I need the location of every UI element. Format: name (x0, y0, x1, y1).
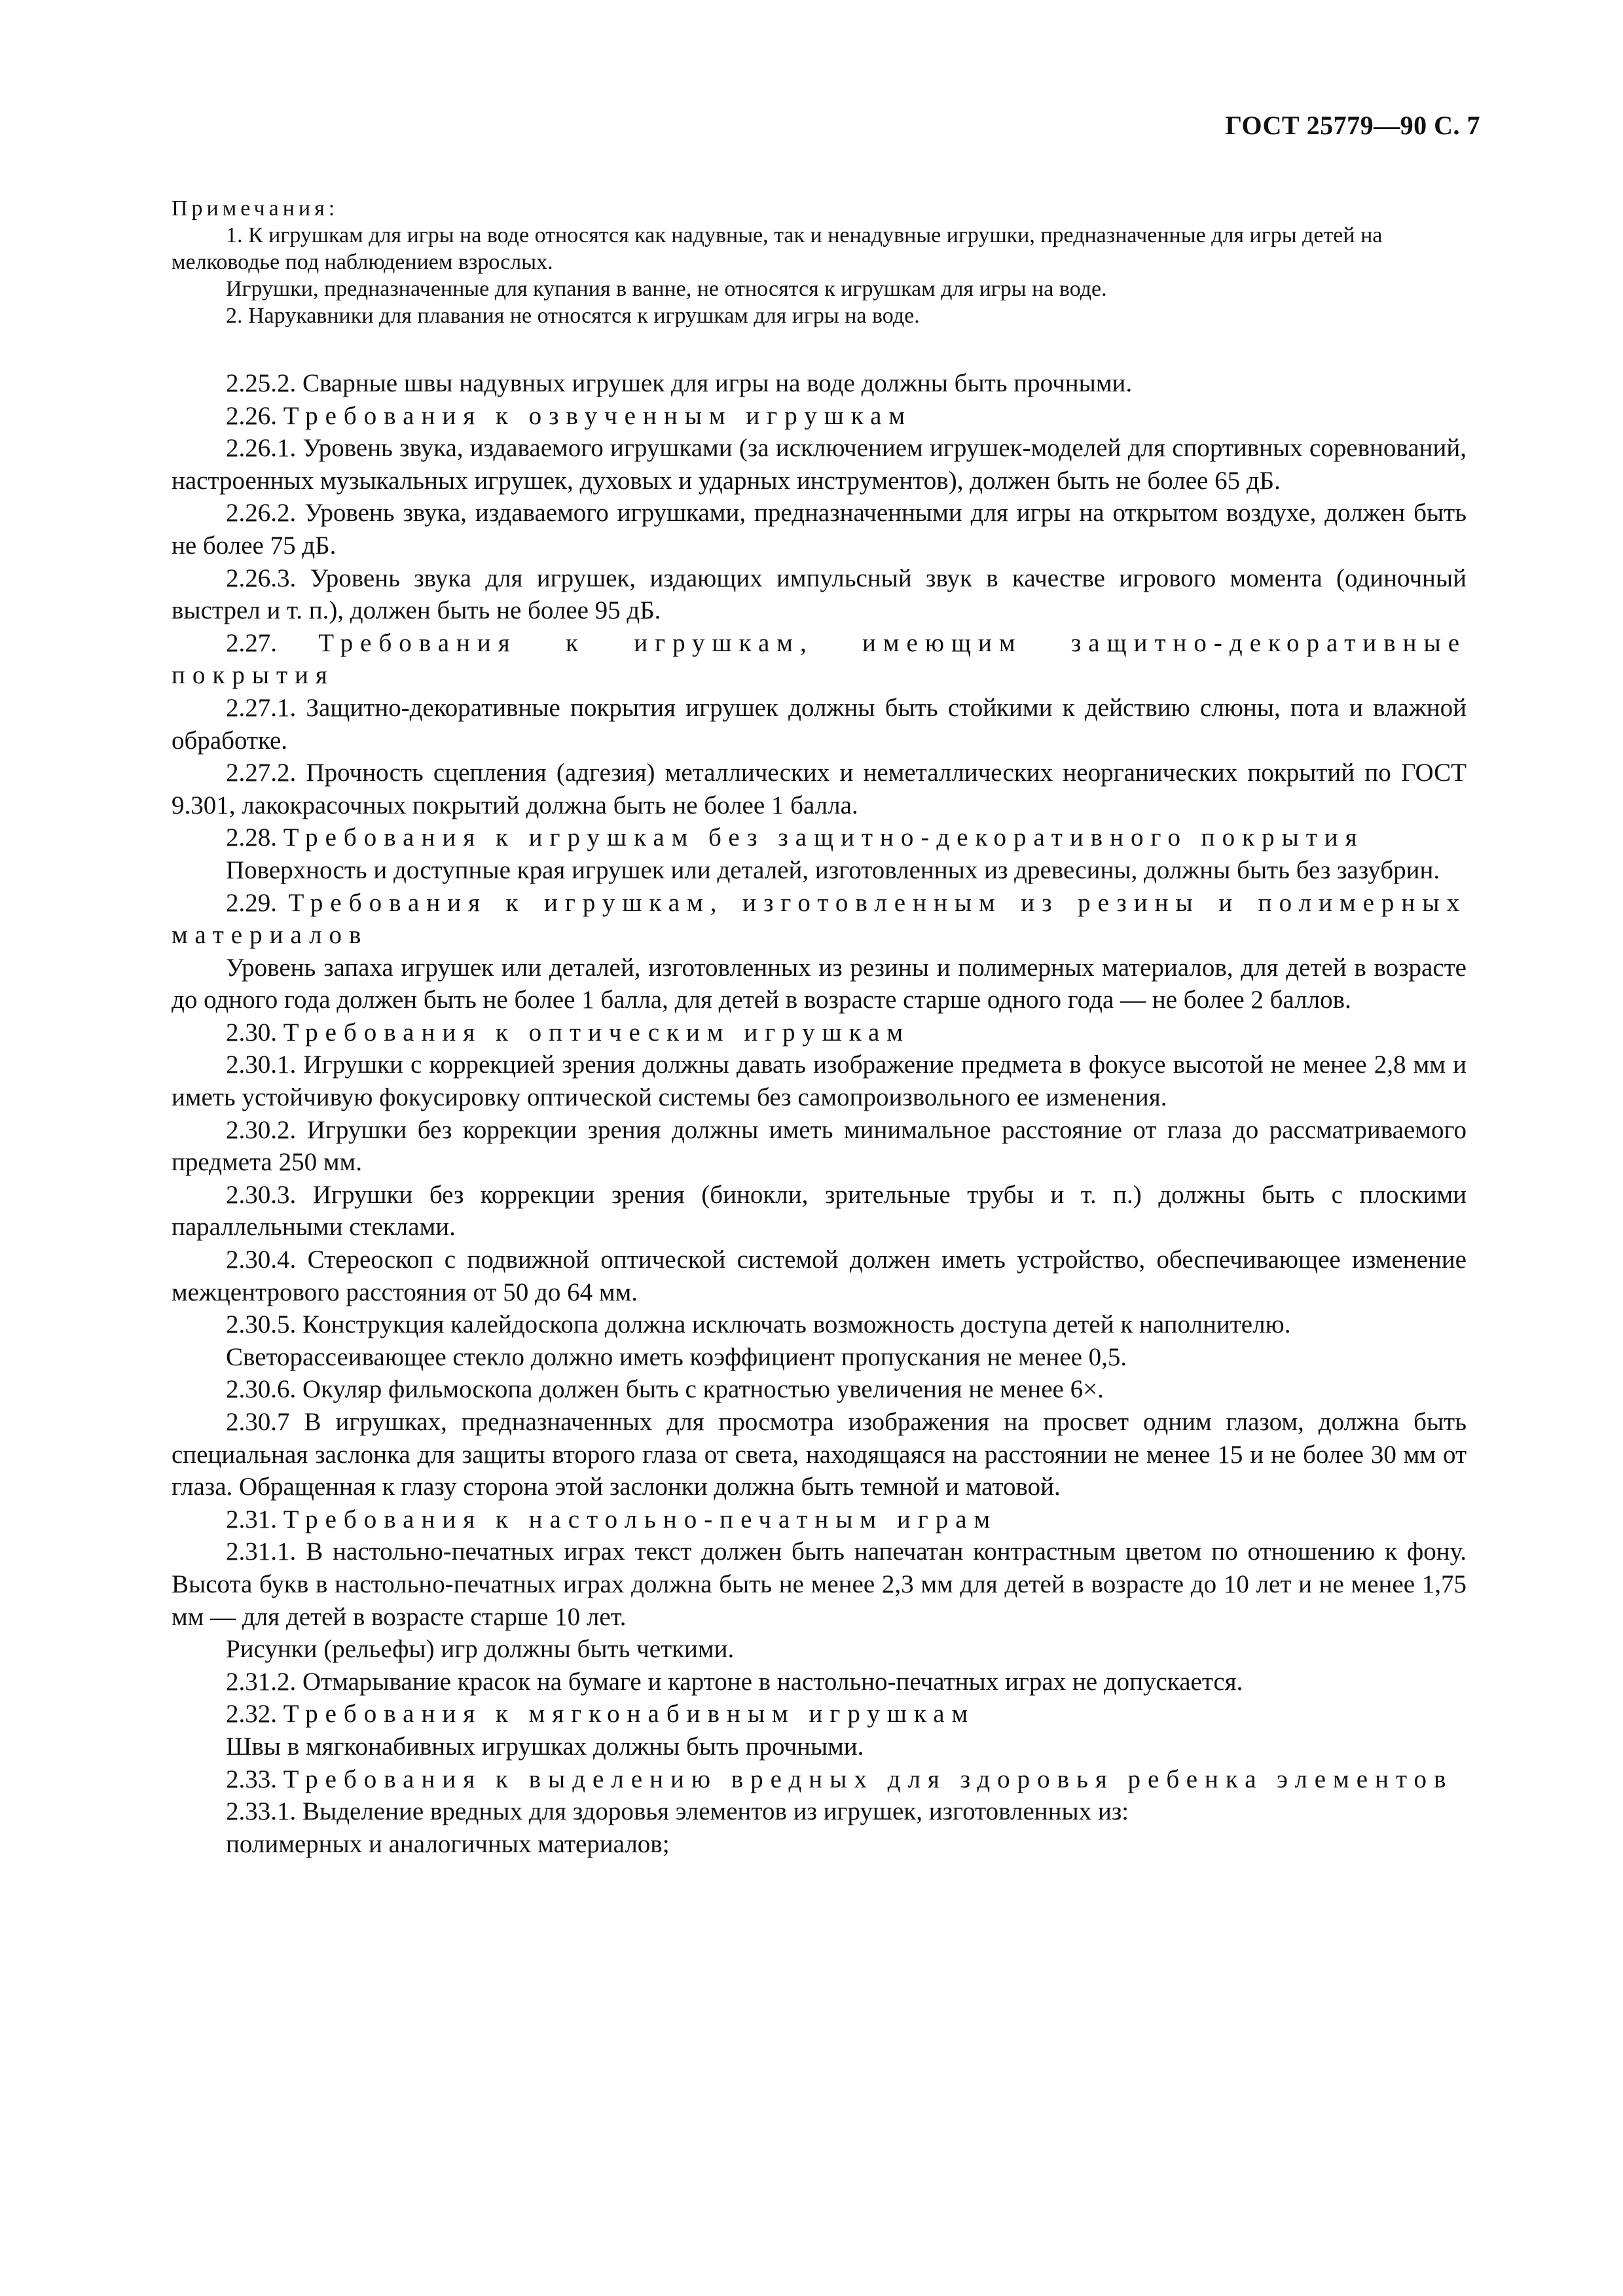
paragraph: 2.31.2. Отмарывание красок на бумаге и картоне в настольно-печатных играх не допускается. (226, 1667, 1243, 1696)
section-title: Требования к мягконабивным игрушкам (283, 1700, 976, 1729)
section-title: Требования к выделению вредных для здоровья ребенка элементов (283, 1765, 1453, 1793)
paragraph: 2.30.1. Игрушки с коррекцией зрения должны давать изображение предмета в фокусе высотой не менее 2,8 мм и иметь устойчивую фокусировку оптической системы без самопроизвольного ее изменения. (172, 1050, 1467, 1112)
paragraph: Уровень запаха игрушек или деталей, изготовленных из резины и полимерных материалов, для детей в возрасте до одного года должен быть не более 1 балла, для детей в возрасте старше одного года — не более 2 баллов. (172, 953, 1467, 1014)
paragraph: 2.30.7 В игрушках, предназначенных для просмотра изображения на просвет одним глазом, должна быть специальная заслонка для защиты второго глаза от света, находящаяся на расстоянии не менее 15 и не более 30 мм от глаза. Обращенная к глазу сторона этой заслонки должна быть темной и матовой. (172, 1408, 1467, 1501)
paragraph: 2.30.4. Стереоскоп с подвижной оптической системой должен иметь устройство, обеспечивающее изменение межцентрового расстояния от 50 до 64 мм. (172, 1246, 1467, 1306)
section-number: 2.26. (226, 401, 277, 430)
paragraph: 2.30.2. Игрушки без коррекции зрения должны иметь минимальное расстояние от глаза до рассматриваемого предмета 250 мм. (172, 1115, 1467, 1177)
section-heading (172, 1016, 1467, 1049)
body-text (172, 367, 1467, 1860)
paragraph: 2.26.3. Уровень звука для игрушек, издающих импульсный звук в качестве игрового момента (одиночный выстрел и т. п.), должен быть не более 95 дБ. (172, 564, 1467, 625)
paragraph: 2.26.1. Уровень звука, издаваемого игрушками (за исключением игрушек-моделей для спортивных соревнований, настроенных музыкальных игрушек, духовых и ударных инструментов), должен быть не более 65 дБ. (172, 434, 1467, 495)
section-heading (172, 400, 1467, 433)
paragraph: 2.27.1. Защитно-декоративные покрытия игрушек должны быть стойкими к действию слюны, пота и влажной обработке. (172, 693, 1467, 755)
section-title: Требования к игрушкам, имеющим защитно-декоративные покрытия (172, 628, 1467, 690)
page-content (172, 195, 1467, 1860)
section-title: Требования к озвученным игрушкам (283, 401, 913, 430)
section-heading (172, 1763, 1467, 1796)
section-title: Требования к игрушкам, изготовленным из резины и полимерных материалов (172, 888, 1467, 950)
paragraph: Светорассеивающее стекло должно иметь коэффициент пропускания не менее 0,5. (226, 1342, 1127, 1371)
paragraph: полимерных и аналогичных материалов; (226, 1829, 670, 1858)
section-heading (172, 627, 1467, 692)
section-title: Требования к настольно-печатным играм (283, 1505, 998, 1534)
section-heading (172, 821, 1467, 854)
paragraph: 2.26.2. Уровень звука, издаваемого игрушками, предназначенными для игры на открытом воздухе, должен быть не более 75 дБ. (172, 499, 1467, 560)
note-item: Игрушки, предназначенные для купания в ванне, не относятся к игрушкам для игры на воде. (226, 277, 1107, 301)
paragraph: 2.31.1. В настольно-печатных играх текст должен быть напечатан контрастным цветом по отношению к фону. Высота букв в настольно-печатных играх должна быть не менее 2,3 мм для детей в возрасте до 10 лет и не менее 1,75 мм — для детей в возрасте старше 10 лет. (172, 1537, 1467, 1631)
section-heading (172, 1503, 1467, 1536)
notes-block (172, 195, 1467, 329)
section-number: 2.33. (226, 1765, 277, 1793)
paragraph: 2.30.3. Игрушки без коррекции зрения (бинокли, зрительные трубы и т. п.) должны быть с плоскими параллельными стеклами. (172, 1180, 1467, 1242)
section-number: 2.27. (226, 628, 277, 657)
paragraph: Рисунки (рельефы) игр должны быть четкими. (226, 1635, 735, 1664)
section-number: 2.32. (226, 1700, 277, 1729)
page-header: ГОСТ 25779—90 С. 7 (1225, 111, 1480, 140)
paragraph: Швы в мягконабивных игрушках должны быть прочными. (226, 1732, 864, 1761)
paragraph: 2.30.5. Конструкция калейдоскопа должна исключать возможность доступа детей к наполнителю. (226, 1310, 1291, 1339)
section-number: 2.31. (226, 1505, 277, 1534)
paragraph: Поверхность и доступные края игрушек или деталей, изготовленных из древесины, должны быть без зазубрин. (226, 855, 1440, 884)
paragraph: 2.25.2. Сварные швы надувных игрушек для игры на воде должны быть прочными. (226, 369, 1133, 397)
section-title: Требования к игрушкам без защитно-декоративного покрытия (283, 823, 1364, 852)
section-number: 2.30. (226, 1018, 277, 1047)
paragraph: 2.33.1. Выделение вредных для здоровья элементов из игрушек, изготовленных из: (226, 1797, 1129, 1826)
notes-title: Примечания: (172, 196, 339, 221)
section-heading (172, 1698, 1467, 1731)
note-item: 1. К игрушкам для игры на воде относятся как надувные, так и ненадувные игрушки, предназначенные для игры детей на мелководье под наблюдением взрослых. (172, 223, 1383, 274)
note-item: 2. Нарукавники для плавания не относятся к игрушкам для игры на воде. (226, 304, 920, 328)
section-number: 2.28. (226, 823, 277, 852)
section-heading (172, 887, 1467, 952)
section-title: Требования к оптическим игрушкам (283, 1018, 911, 1047)
paragraph: 2.27.2. Прочность сцепления (адгезия) металлических и неметаллических неорганических покрытий по ГОСТ 9.301, лакокрасочных покрытий должна быть не более 1 балла. (172, 759, 1467, 819)
section-number: 2.29. (226, 888, 277, 917)
paragraph: 2.30.6. Окуляр фильмоскопа должен быть с кратностью увеличения не менее 6×. (226, 1375, 1104, 1404)
